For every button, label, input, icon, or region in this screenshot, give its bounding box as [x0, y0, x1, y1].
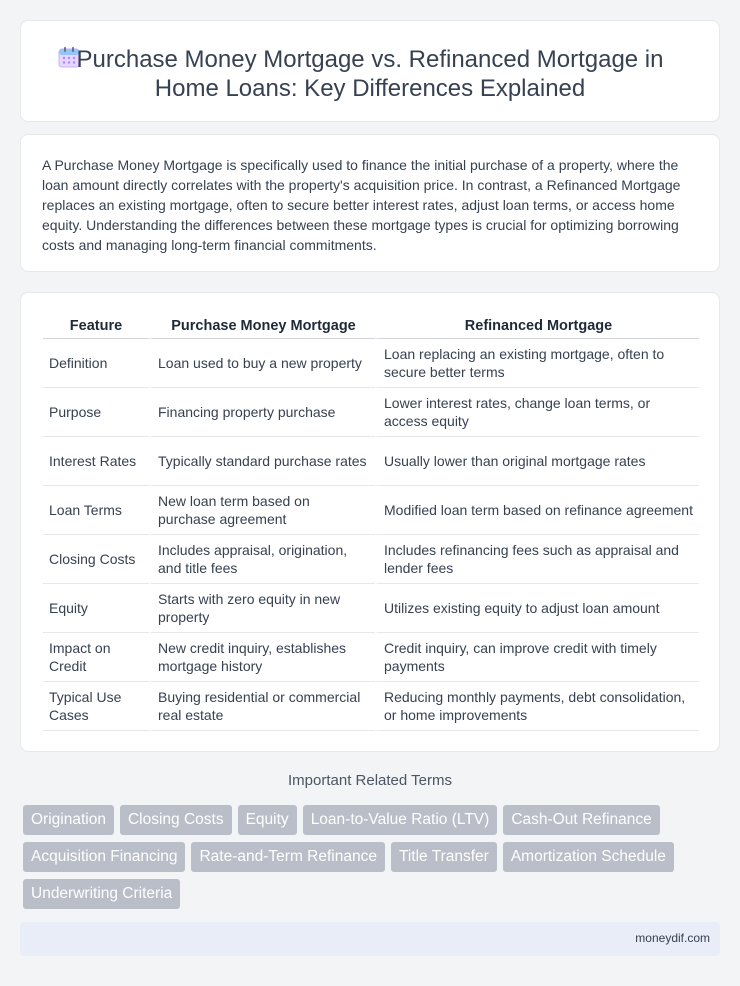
footer [20, 922, 720, 956]
related-term-tag[interactable]: Origination [23, 805, 114, 835]
related-term-tag[interactable]: Loan-to-Value Ratio (LTV) [303, 805, 498, 835]
table-header-row [43, 313, 699, 339]
summary-card [20, 134, 720, 272]
related-term-tag[interactable]: Underwriting Criteria [23, 879, 180, 909]
related-term-tag[interactable]: Cash-Out Refinance [503, 805, 659, 835]
refinance-cell: Reducing monthly payments, debt consolidation, or home improvements [375, 682, 699, 731]
purchase-cell: New credit inquiry, establishes mortgage history [149, 633, 375, 682]
purchase-cell: Includes appraisal, origination, and title fees [149, 535, 375, 584]
feature-cell: Loan Terms [43, 486, 149, 535]
header-purchase-money-mortgage: Purchase Money Mortgage [149, 313, 375, 339]
table-row [43, 584, 699, 633]
related-terms-list [23, 805, 703, 909]
comparison-table-card [20, 292, 720, 752]
table-row [43, 437, 699, 486]
comparison-table [43, 313, 699, 731]
refinance-cell: Utilizes existing equity to adjust loan amount [375, 584, 699, 633]
feature-cell: Purpose [43, 388, 149, 437]
footer-site-link[interactable]: moneydif.com [635, 931, 710, 945]
table-row [43, 339, 699, 388]
related-term-tag[interactable]: Amortization Schedule [503, 842, 674, 872]
purchase-cell: Typically standard purchase rates [149, 437, 375, 486]
related-term-tag[interactable]: Title Transfer [391, 842, 497, 872]
related-term-tag[interactable]: Equity [238, 805, 297, 835]
summary-paragraph: A Purchase Money Mortgage is specifically used to finance the initial purchase of a property, where the loan amount directly correlates with the property's acquisition price. In contrast, a Refinanced Mortgage replaces an existing mortgage, often to secure better interest rates, adjust loan terms, or access home equity. Understanding the differences between these mortgage types is crucial for optimizing borrowing costs and managing long-term financial commitments. [42, 157, 681, 253]
table-row [43, 682, 699, 731]
table-row [43, 535, 699, 584]
related-term-tag[interactable]: Acquisition Financing [23, 842, 185, 872]
purchase-cell: Starts with zero equity in new property [149, 584, 375, 633]
related-term-tag[interactable]: Closing Costs [120, 805, 232, 835]
purchase-cell: New loan term based on purchase agreement [149, 486, 375, 535]
refinance-cell: Lower interest rates, change loan terms, or access equity [375, 388, 699, 437]
refinance-cell: Includes refinancing fees such as appraisal and lender fees [375, 535, 699, 584]
related-term-tag[interactable]: Rate-and-Term Refinance [191, 842, 384, 872]
title-card [20, 20, 720, 122]
related-terms-heading: Important Related Terms [288, 772, 452, 789]
page-title: Purchase Money Mortgage vs. Refinanced Mortgage in Home Loans: Key Differences Explained [76, 46, 664, 102]
purchase-cell: Loan used to buy a new property [149, 339, 375, 388]
purchase-cell: Financing property purchase [149, 388, 375, 437]
feature-cell: Definition [43, 339, 149, 388]
refinance-cell: Credit inquiry, can improve credit with timely payments [375, 633, 699, 682]
table-row [43, 633, 699, 682]
refinance-cell: Loan replacing an existing mortgage, often to secure better terms [375, 339, 699, 388]
feature-cell: Typical Use Cases [43, 682, 149, 731]
feature-cell: Impact on Credit [43, 633, 149, 682]
refinance-cell: Usually lower than original mortgage rates [375, 437, 699, 486]
table-row [43, 486, 699, 535]
purchase-cell: Buying residential or commercial real estate [149, 682, 375, 731]
feature-cell: Interest Rates [43, 437, 149, 486]
feature-cell: Equity [43, 584, 149, 633]
table-row [43, 388, 699, 437]
feature-cell: Closing Costs [43, 535, 149, 584]
refinance-cell: Modified loan term based on refinance agreement [375, 486, 699, 535]
header-feature: Feature [43, 313, 149, 339]
header-refinanced-mortgage: Refinanced Mortgage [375, 313, 699, 339]
